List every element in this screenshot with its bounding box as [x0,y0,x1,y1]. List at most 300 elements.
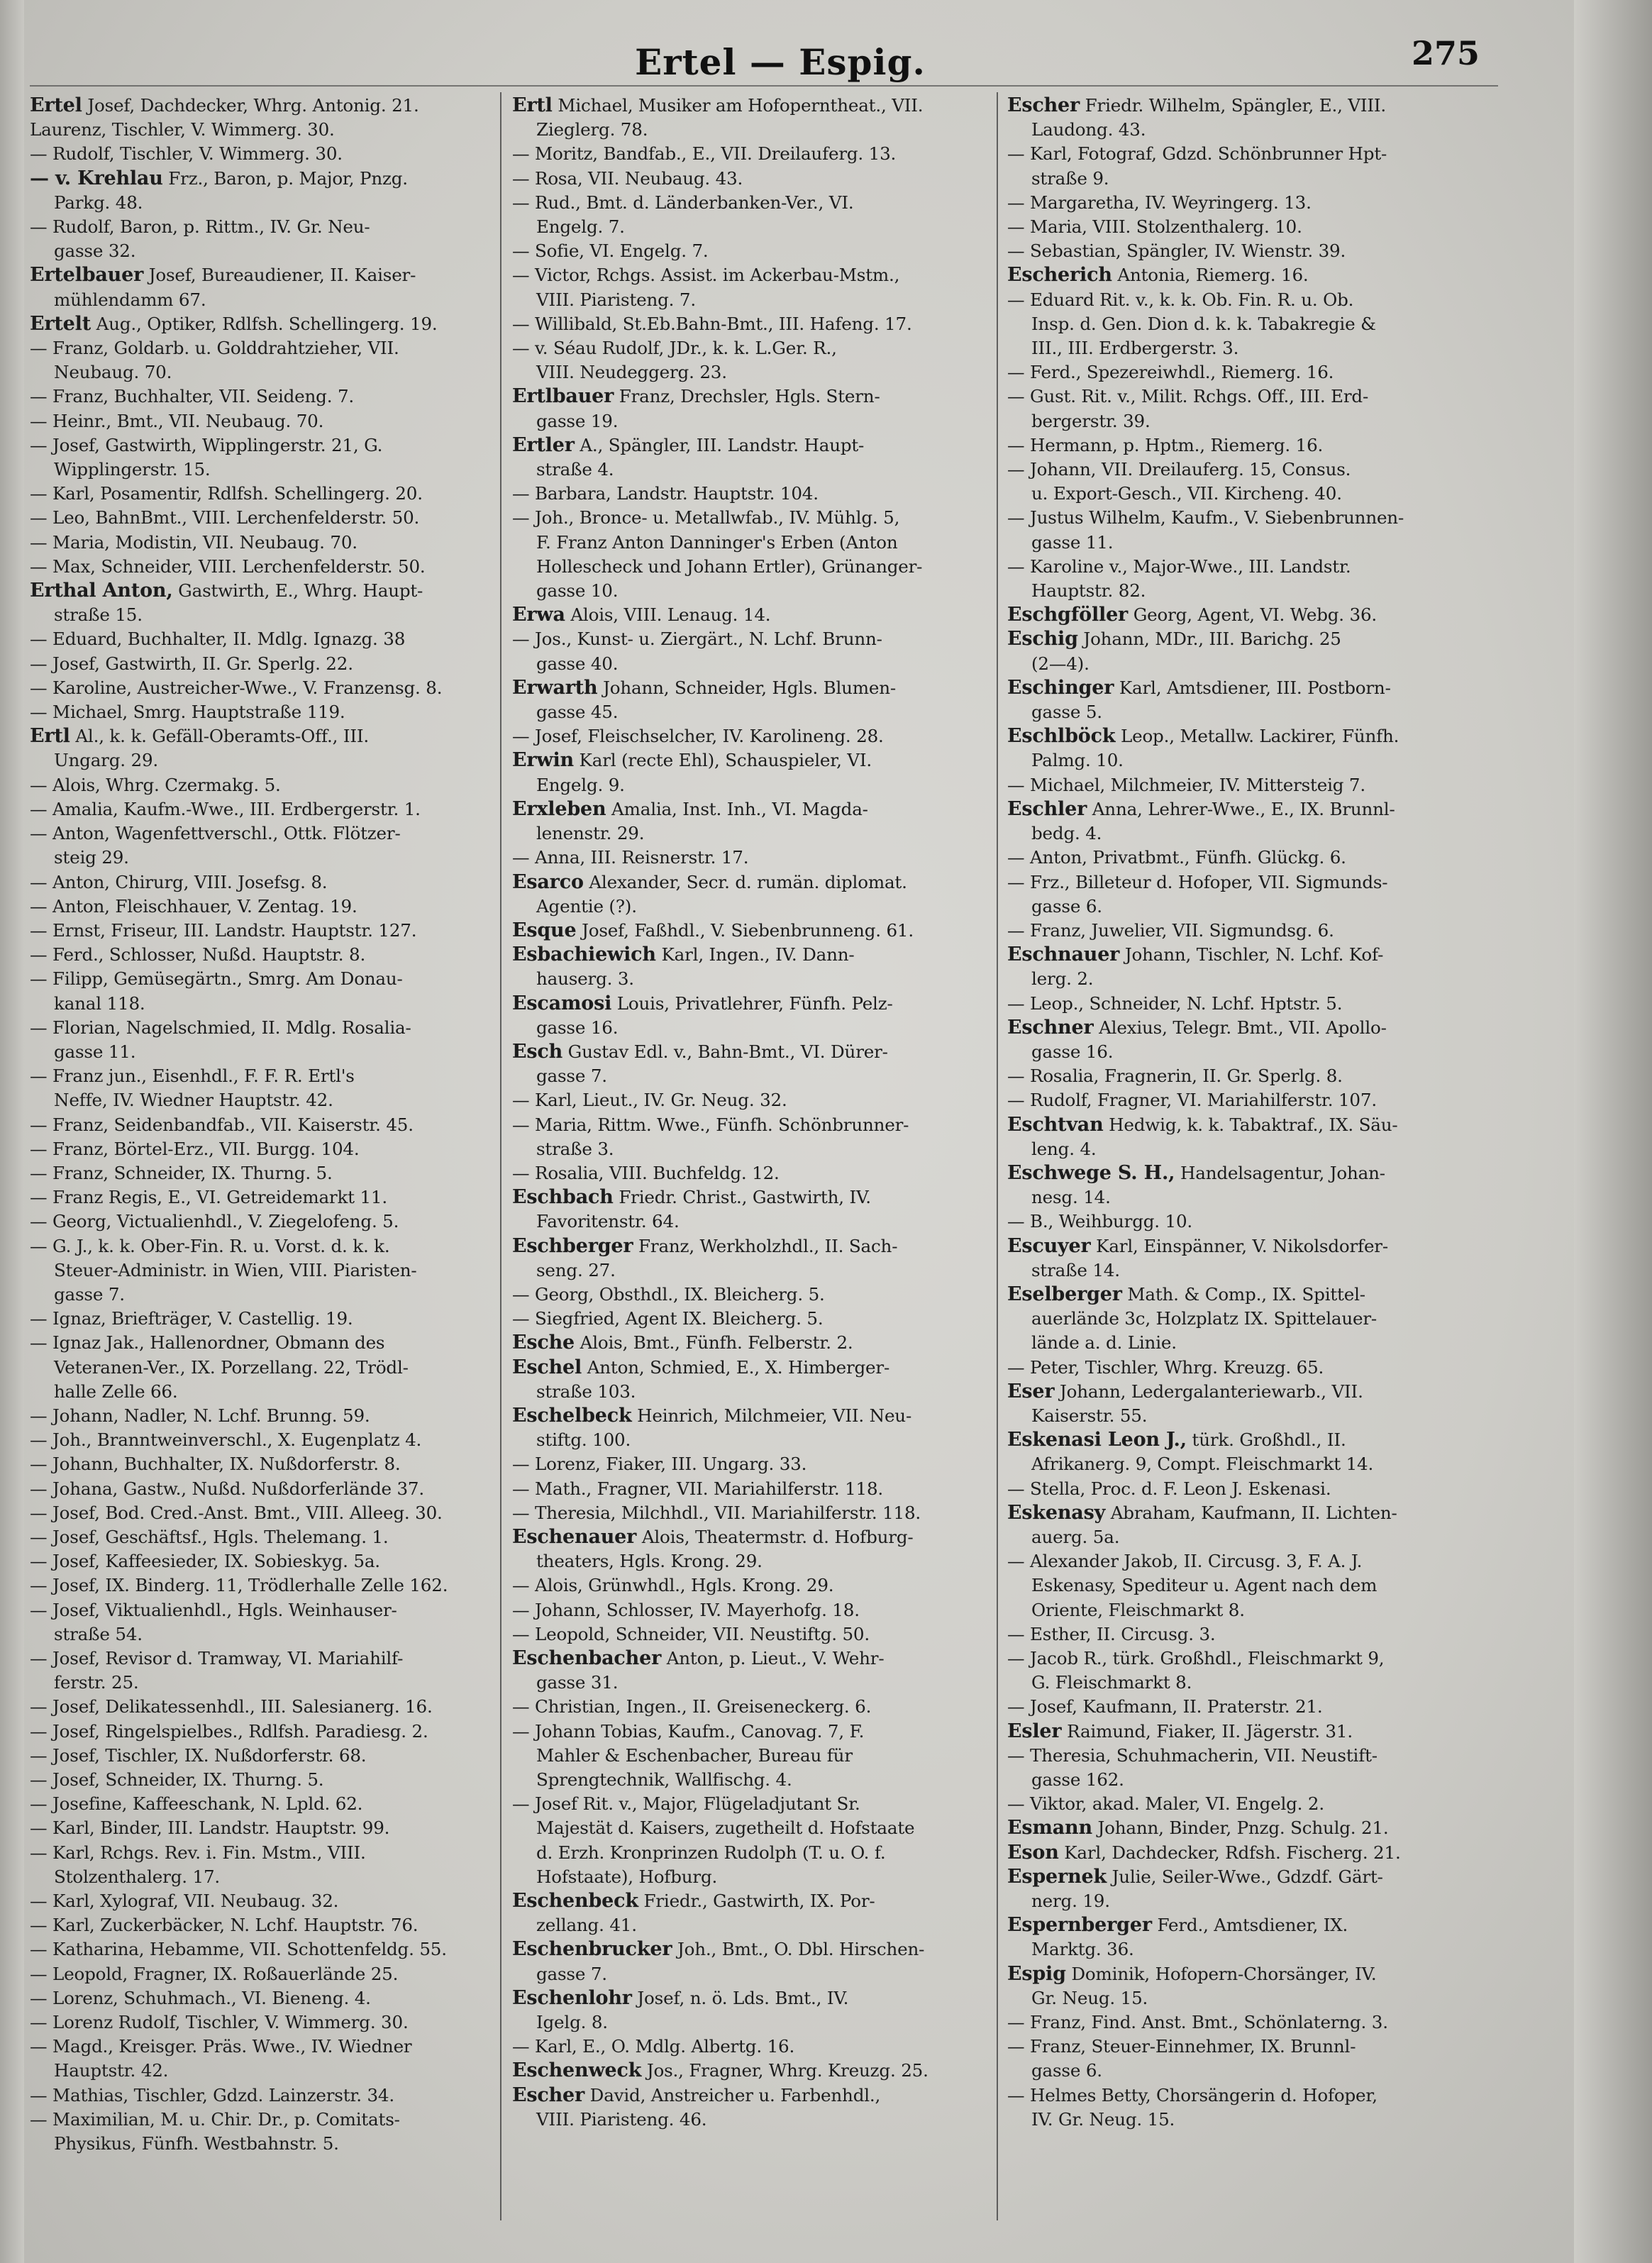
directory-entry-continuation: Neffe, IV. Wiedner Hauptstr. 42. [54,1090,333,1111]
entry-surname: Eschtvan [1007,1113,1104,1136]
entry-text: Anna, Lehrer-Wwe., E., IX. Brunnl- [1087,798,1395,819]
directory-entry: — Josef, Ringelspielbes., Rdlfsh. Paradiesg. 2. [30,1720,428,1742]
directory-entry-heading [512,870,1002,895]
directory-entry-heading [30,167,519,191]
directory-entry-heading [1007,943,1497,967]
entry-text: Handelsagentur, Johan- [1175,1162,1385,1183]
entry-text: Anton, p. Lieut., V. Wehr- [661,1648,885,1669]
directory-entry-continuation: Engelg. 7. [536,216,625,238]
directory-entry: — Willibald, St.Eb.Bahn-Bmt., III. Hafeng. 17. [512,313,912,334]
directory-entry: — Josef, Kaffeesieder, IX. Sobieskyg. 5a. [30,1551,380,1572]
entry-surname: Espernek [1007,1865,1107,1888]
entry-text: Friedr. Christ., Gastwirth, IV. [613,1187,871,1208]
directory-entry: — Karl, Xylograf, VII. Neubaug. 32. [30,1891,339,1912]
directory-entry: — Johana, Gastw., Nußd. Nußdorferlände 37. [30,1478,424,1499]
directory-entry: — Leop., Schneider, N. Lchf. Hptstr. 5. [1007,992,1343,1014]
entry-text: Math. & Comp., IX. Spittel- [1121,1283,1365,1305]
directory-entry-continuation: Veteranen-Ver., IX. Porzellang. 22, Trödl- [54,1356,409,1378]
directory-entry-continuation: nesg. 14. [1031,1187,1111,1208]
entry-text: Dominik, Hofopern-Chorsänger, IV. [1065,1963,1377,1984]
entry-surname: Esch [512,1040,563,1063]
directory-entry-heading [1007,94,1497,118]
directory-entry: — Margaretha, IV. Weyringerg. 13. [1007,192,1312,213]
directory-entry: — Joh., Bronce- u. Metallwfab., IV. Mühlg. 5, [512,507,900,529]
directory-entry-continuation: auerlände 3c, Holzplatz IX. Spittelauer- [1031,1308,1377,1329]
directory-entry: — Sofie, VI. Engelg. 7. [512,240,709,262]
directory-entry: — Leopold, Schneider, VII. Neustiftg. 50. [512,1623,870,1644]
directory-entry-continuation: gasse 32. [54,240,136,262]
directory-entry-continuation: Agentie (?). [536,895,637,917]
entry-surname: Eschler [1007,797,1087,820]
directory-entry-continuation: leng. 4. [1031,1138,1097,1159]
entry-text: Aug., Optiker, Rdlfsh. Schellingerg. 19. [90,313,438,334]
directory-entry: — Anna, III. Reisnerstr. 17. [512,847,749,868]
entry-surname: Eschnauer [1007,944,1120,966]
directory-entry-heading [1007,1161,1497,1185]
directory-entry: — Eduard, Buchhalter, II. Mdlg. Ignazg. 38 [30,629,406,650]
directory-entry-heading [512,797,1002,821]
entry-text: A., Spängler, III. Landstr. Haupt- [574,434,865,455]
directory-entry-continuation: u. Export-Gesch., VII. Kircheng. 40. [1031,483,1342,504]
entry-text: Hedwig, k. k. Tabaktraf., IX. Säu- [1103,1114,1398,1135]
directory-entry: — Ernst, Friseur, III. Landstr. Hauptstr. 127. [30,919,417,941]
directory-entry-continuation: straße 15. [54,604,143,626]
entry-surname: Eschlböck [1007,725,1116,748]
entry-surname: Eselberger [1007,1283,1122,1305]
entry-surname: Escher [1007,94,1080,116]
directory-entry-continuation: G. Fleischmarkt 8. [1031,1672,1192,1693]
entry-text: Franz, Drechsler, Hgls. Stern- [614,386,880,407]
directory-entry: — Josef, Viktualienhdl., Hgls. Weinhauser- [30,1599,397,1620]
directory-entry: — Josef, Schneider, IX. Thurng. 5. [30,1769,324,1791]
directory-entry-continuation: Marktg. 36. [1031,1939,1134,1960]
entry-text: Karl, Amtsdiener, III. Postborn- [1114,677,1391,698]
directory-entry-continuation: III., III. Erdbergerstr. 3. [1031,338,1239,359]
directory-entry-continuation: Favoritenstr. 64. [536,1211,680,1232]
directory-entry-continuation: (2—4). [1031,653,1090,674]
directory-entry-heading [512,676,1002,700]
directory-entry: — Theresia, Milchhdl., VII. Mariahilferstr. 118. [512,1502,921,1523]
directory-entry-heading [30,94,519,118]
entry-text: Gastwirth, E., Whrg. Haupt- [172,580,423,602]
directory-entry-heading [1007,1962,1497,1986]
entry-text: Karl (recte Ehl), Schauspieler, VI. [573,750,872,771]
entry-text: Josef, n. ö. Lds. Bmt., IV. [631,1987,849,2008]
entry-text: Alois, Bmt., Fünfh. Felberstr. 2. [575,1332,853,1354]
directory-entry: — Lorenz, Schuhmach., VI. Bieneng. 4. [30,1987,371,2008]
directory-entry-continuation: straße 14. [1031,1259,1120,1280]
entry-text: Raimund, Fiaker, II. Jägerstr. 31. [1061,1720,1353,1742]
directory-entry-continuation: d. Erzh. Kronprinzen Rudolph (T. u. O. f. [536,1842,886,1863]
directory-entry: — Jos., Kunst- u. Ziergärt., N. Lchf. Brunn- [512,629,882,650]
directory-entry: — Heinr., Bmt., VII. Neubaug. 70. [30,410,324,431]
directory-entry-continuation: auerg. 5a. [1031,1526,1120,1547]
directory-entry: — Joh., Branntweinverschl., X. Eugenplatz 4. [30,1429,422,1451]
directory-entry-continuation: gasse 16. [1031,1041,1114,1062]
directory-entry: — Jacob R., türk. Großhdl., Fleischmarkt 9, [1007,1648,1385,1669]
directory-entry: — Rosalia, VIII. Buchfeldg. 12. [512,1162,780,1183]
entry-text: Friedr., Gastwirth, IX. Por- [638,1891,875,1912]
directory-entry-continuation: zellang. 41. [536,1915,637,1936]
directory-entry-continuation: Oriente, Fleischmarkt 8. [1031,1599,1245,1620]
entry-text: Georg, Agent, VI. Webg. 36. [1128,604,1377,626]
directory-entry-heading [1007,1913,1497,1937]
directory-entry-heading [1007,1016,1497,1040]
directory-entry-continuation: Majestät d. Kaisers, zugetheilt d. Hofstaate [536,1817,915,1839]
entry-surname: Escherich [1007,264,1112,287]
directory-entry: — Georg, Obsthdl., IX. Bleicherg. 5. [512,1283,825,1305]
directory-entry: — Karoline v., Major-Wwe., III. Landstr. [1007,555,1351,577]
directory-entry: — Alois, Grünwhdl., Hgls. Krong. 29. [512,1575,834,1596]
directory-entry-heading [512,943,1002,967]
directory-entry: — Maria, Modistin, VII. Neubaug. 70. [30,531,357,553]
entry-surname: Eschenbacher [512,1647,662,1669]
directory-entry: — Georg, Victualienhdl., V. Ziegelofeng. 5. [30,1211,399,1232]
directory-entry: — Franz, Seidenbandfab., VII. Kaiserstr. 45. [30,1114,414,1135]
directory-entry: — Hermann, p. Hptm., Riemerg. 16. [1007,434,1324,455]
directory-entry: — Josef, IX. Binderg. 11, Trödlerhalle Zelle 162. [30,1575,448,1596]
directory-entry-continuation: Igelg. 8. [536,2012,608,2033]
directory-entry: — Magd., Kreisger. Präs. Wwe., IV. Wiedner [30,2036,412,2057]
directory-entry-continuation: Kaiserstr. 55. [1031,1405,1148,1426]
directory-entry: — Florian, Nagelschmied, II. Mdlg. Rosalia- [30,1017,411,1038]
entry-surname: Eschner [1007,1016,1094,1039]
entry-text: Gustav Edl. v., Bahn-Bmt., VI. Dürer- [562,1041,888,1062]
directory-entry-continuation: Physikus, Fünfh. Westbahnstr. 5. [54,2133,339,2154]
directory-entry: — Anton, Fleischhauer, V. Zentag. 19. [30,895,357,917]
entry-text: Josef, Bureaudiener, II. Kaiser- [143,265,416,286]
page-right-edge [1574,0,1652,2263]
directory-entry-heading [512,1356,1002,1380]
directory-entry-heading [1007,1234,1497,1258]
entry-surname: Eser [1007,1380,1055,1402]
directory-entry-continuation: seng. 27. [536,1259,616,1280]
directory-entry: — Josef Rit. v., Major, Flügeladjutant Sr. [512,1793,860,1815]
directory-entry: — Maria, VIII. Stolzenthalerg. 10. [1007,216,1302,238]
directory-entry-continuation: theaters, Hgls. Krong. 29. [536,1551,763,1572]
entry-text: Alois, Theatermstr. d. Hofburg- [636,1526,914,1547]
directory-entry: — Victor, Rchgs. Assist. im Ackerbau-Mstm., [512,265,900,286]
directory-entry-heading [30,312,519,336]
entry-surname: Eschbach [512,1186,614,1209]
directory-entry: — Justus Wilhelm, Kaufm., V. Siebenbrunnen- [1007,507,1404,529]
directory-entry: — Ignaz, Briefträger, V. Castellig. 19. [30,1308,353,1329]
directory-entry-heading [512,384,1002,409]
directory-entry-heading [1007,1428,1497,1452]
directory-entry-continuation: gasse 40. [536,653,619,674]
directory-entry-continuation: gasse 6. [1031,2060,1102,2081]
directory-entry: — Ferd., Schlosser, Nußd. Hauptstr. 8. [30,944,366,965]
directory-entry: — Josef, Fleischselcher, IV. Karolineng. 28. [512,726,884,747]
directory-entry: — Anton, Privatbmt., Fünfh. Glückg. 6. [1007,847,1346,868]
directory-entry-heading [1007,1501,1497,1525]
directory-entry-heading [512,919,1002,943]
directory-entry: — Stella, Proc. d. F. Leon J. Eskenasi. [1007,1478,1331,1499]
directory-entry: — Johann Tobias, Kaufm., Canovag. 7, F. [512,1720,865,1742]
directory-entry: — Mathias, Tischler, Gdzd. Lainzerstr. 34. [30,2084,394,2106]
directory-entry: — Josef, Bod. Cred.-Anst. Bmt., VIII. Alleeg. 30. [30,1502,443,1523]
directory-entry-continuation: Eskenasy, Spediteur u. Agent nach dem [1031,1575,1377,1596]
entry-surname: Erwin [512,749,574,772]
entry-text: Friedr. Wilhelm, Spängler, E., VIII. [1080,95,1387,116]
directory-entry-heading [1007,1865,1497,1889]
directory-entry-continuation: Afrikanerg. 9, Compt. Fleischmarkt 14. [1031,1454,1374,1475]
directory-entry: — Peter, Tischler, Whrg. Kreuzg. 65. [1007,1356,1324,1378]
directory-entry-continuation: gasse 10. [536,580,619,602]
entry-text: Jos., Fragner, Whrg. Kreuzg. 25. [641,2060,928,2081]
directory-entry-continuation: straße 3. [536,1138,614,1159]
directory-entry-continuation: VIII. Neudeggerg. 23. [536,362,727,383]
directory-entry: — Josef, Gastwirth, Wipplingerstr. 21, G. [30,434,383,455]
directory-entry-continuation: ferstr. 25. [54,1672,139,1693]
directory-entry-continuation: gasse 11. [1031,531,1114,553]
directory-entry: — Sebastian, Spängler, IV. Wienstr. 39. [1007,240,1346,262]
directory-entry: — Siegfried, Agent IX. Bleicherg. 5. [512,1308,824,1329]
directory-entry-continuation: Steuer-Administr. in Wien, VIII. Piaristen- [54,1259,417,1280]
directory-entry-continuation: kanal 118. [54,992,145,1014]
directory-entry: — Rudolf, Tischler, V. Wimmerg. 30. [30,143,343,165]
directory-entry: — Josef, Geschäftsf., Hgls. Thelemang. 1. [30,1526,389,1547]
entry-surname: Eschenauer [512,1525,637,1548]
directory-entry: — Michael, Milchmeier, IV. Mittersteig 7. [1007,774,1365,795]
directory-entry-continuation: gasse 5. [1031,702,1102,723]
entry-surname: — v. Krehlau [30,167,163,189]
directory-entry-heading [1007,676,1497,700]
directory-entry: — Max, Schneider, VIII. Lerchenfelderstr. 50. [30,555,426,577]
entry-text: Karl, Ingen., IV. Dann- [655,944,855,965]
directory-entry-heading [1007,1816,1497,1840]
directory-entry-continuation: hauserg. 3. [536,968,634,990]
directory-column-2 [512,94,1002,2229]
directory-entry-continuation: Wipplingerstr. 15. [54,459,211,480]
page-number: 275 [1412,34,1480,72]
directory-entry: — Johann, Schlosser, IV. Mayerhofg. 18. [512,1599,860,1620]
directory-entry-heading [512,1404,1002,1428]
directory-entry-heading [1007,1841,1497,1865]
entry-text: Johann, Tischler, N. Lchf. Kof- [1119,944,1384,965]
entry-surname: Ertl [30,725,70,748]
entry-surname: Eschenbeck [512,1890,638,1913]
directory-entry: — Rosalia, Fragnerin, II. Gr. Sperlg. 8. [1007,1066,1343,1087]
directory-entry-heading [512,2084,1002,2108]
entry-text: Abraham, Kaufmann, II. Lichten- [1105,1502,1397,1523]
directory-entry: — Alois, Whrg. Czermakg. 5. [30,774,281,795]
directory-entry-continuation: stiftg. 100. [536,1429,631,1451]
entry-surname: Ertelt [30,312,91,335]
directory-entry: — Math., Fragner, VII. Mariahilferstr. 118. [512,1478,884,1499]
directory-entry-continuation: Mahler & Eschenbacher, Bureau für [536,1744,853,1766]
directory-entry-continuation: gasse 7. [536,1066,607,1087]
directory-entry: — Karl, Fotograf, Gdzd. Schönbrunner Hpt- [1007,143,1387,165]
entry-surname: Eschelbeck [512,1404,632,1427]
directory-entry: — Viktor, akad. Maler, VI. Engelg. 2. [1007,1793,1324,1815]
directory-entry-heading [1007,797,1497,821]
directory-entry-heading [512,603,1002,627]
directory-entry-continuation: lenenstr. 29. [536,823,645,844]
directory-entry: — Rudolf, Fragner, VI. Mariahilferstr. 107. [1007,1090,1377,1111]
directory-entry: — Karl, Lieut., IV. Gr. Neug. 32. [512,1090,787,1111]
directory-entry-continuation: Hollescheck und Johann Ertler), Grünanger- [536,555,923,577]
entry-text: Anton, Schmied, E., X. Himberger- [582,1356,890,1378]
entry-surname: Erwa [512,604,565,626]
directory-entry-continuation: gasse 7. [536,1963,607,1984]
directory-entry-continuation: gasse 6. [1031,895,1102,917]
entry-text: Leop., Metallw. Lackirer, Fünfh. [1115,726,1399,747]
entry-surname: Esque [512,919,577,941]
directory-entry-continuation: straße 9. [1031,167,1109,189]
entry-text: David, Anstreicher u. Farbenhdl., [584,2084,881,2106]
directory-entry: Laurenz, Tischler, V. Wimmerg. 30. [30,119,335,140]
directory-entry: — G. J., k. k. Ober-Fin. R. u. Vorst. d. k. k. [30,1235,390,1256]
entry-surname: Espig [1007,1962,1066,1985]
directory-entry: — v. Séau Rudolf, JDr., k. k. L.Ger. R., [512,338,837,359]
directory-entry-continuation: Gr. Neug. 15. [1031,1987,1148,2008]
entry-text: Joh., Bmt., O. Dbl. Hirschen- [672,1939,925,1960]
directory-entry-heading [512,1889,1002,1913]
directory-entry-continuation: bergerstr. 39. [1031,410,1151,431]
directory-entry-continuation: halle Zelle 66. [54,1381,178,1402]
directory-entry: — Alexander Jakob, II. Circusg. 3, F. A. J. [1007,1551,1363,1572]
directory-entry: — Karl, Rchgs. Rev. i. Fin. Mstm., VIII. [30,1842,366,1863]
directory-entry: — Franz jun., Eisenhdl., F. F. R. Ertl's [30,1066,355,1087]
directory-column-3 [1007,94,1497,2229]
entry-surname: Erwarth [512,676,598,699]
directory-entry: — B., Weihburgg. 10. [1007,1211,1193,1232]
entry-surname: Eskenasi Leon J., [1007,1429,1187,1451]
directory-entry: — Filipp, Gemüsegärtn., Smrg. Am Donau- [30,968,403,990]
directory-entry: — Lorenz, Fiaker, III. Ungarg. 33. [512,1454,807,1475]
entry-surname: Eschwege S. H., [1007,1161,1175,1184]
entry-surname: Esmann [1007,1817,1092,1839]
entry-text: Alois, VIII. Lenaug. 14. [565,604,771,626]
directory-entry-heading [1007,1380,1497,1404]
entry-surname: Ertler [512,433,575,456]
directory-entry: — Franz Regis, E., VI. Getreidemarkt 11. [30,1187,387,1208]
directory-entry-heading [512,1234,1002,1258]
entry-surname: Ertel [30,94,82,116]
directory-entry-continuation: gasse 31. [536,1672,619,1693]
entry-surname: Eschenweck [512,2059,642,2082]
directory-entry: — Franz, Goldarb. u. Golddrahtzieher, VII. [30,338,399,359]
page-left-edge [0,0,24,2263]
directory-entry: — Rud., Bmt. d. Länderbanken-Ver., VI. [512,192,854,213]
directory-entry: — Johann, Nadler, N. Lchf. Brunng. 59. [30,1405,370,1426]
directory-entry-continuation: Ungarg. 29. [54,750,159,771]
entry-surname: Esche [512,1332,575,1354]
directory-entry-continuation: Sprengtechnik, Wallfischg. 4. [536,1769,792,1791]
directory-entry: — Rudolf, Baron, p. Rittm., IV. Gr. Neu- [30,216,370,238]
directory-entry: — Helmes Betty, Chorsängerin d. Hofoper, [1007,2084,1377,2106]
directory-entry-heading [1007,724,1497,748]
entry-surname: Eschinger [1007,676,1114,699]
directory-entry-heading [1007,1720,1497,1744]
entry-surname: Eschberger [512,1234,633,1257]
entry-text: Ferd., Amtsdiener, IX. [1151,1915,1348,1936]
directory-entry-heading [512,1331,1002,1355]
directory-entry-heading [512,433,1002,458]
directory-entry: — Franz, Juwelier, VII. Sigmundsg. 6. [1007,919,1334,941]
directory-entry: — Katharina, Hebamme, VII. Schottenfeldg. 55. [30,1939,447,1960]
directory-entry-continuation: Insp. d. Gen. Dion d. k. k. Tabakregie & [1031,313,1376,334]
directory-entry: — Maria, Rittm. Wwe., Fünfh. Schönbrunner- [512,1114,909,1135]
directory-entry-heading [1007,1283,1497,1307]
directory-entry-continuation: bedg. 4. [1031,823,1102,844]
directory-entry: — Rosa, VII. Neubaug. 43. [512,167,743,189]
entry-surname: Ertl [512,94,553,116]
directory-entry: — Josef, Revisor d. Tramway, VI. Mariahilf- [30,1648,404,1669]
directory-entry-continuation: Parkg. 48. [54,192,143,213]
entry-surname: Esler [1007,1720,1062,1742]
entry-surname: Escher [512,2084,585,2106]
directory-entry-continuation: VIII. Piaristeng. 7. [536,289,696,310]
directory-column-1 [30,94,519,2229]
entry-surname: Escuyer [1007,1234,1091,1257]
directory-entry: — Amalia, Kaufm.-Wwe., III. Erdbergerstr. 1. [30,798,421,819]
directory-entry-heading [30,579,519,603]
directory-entry-continuation: VIII. Piaristeng. 46. [536,2108,707,2130]
entry-text: Louis, Privatlehrer, Fünfh. Pelz- [611,992,893,1014]
directory-entry-heading [1007,263,1497,287]
directory-entry-heading [512,1986,1002,2010]
directory-entry: — Eduard Rit. v., k. k. Ob. Fin. R. u. Ob. [1007,289,1354,310]
directory-entry-continuation: straße 4. [536,459,614,480]
entry-text: türk. Großhdl., II. [1186,1429,1346,1451]
directory-entry-heading [512,2059,1002,2083]
directory-entry-heading [512,1937,1002,1962]
directory-entry-heading [512,1647,1002,1671]
directory-entry: — Barbara, Landstr. Hauptstr. 104. [512,483,819,504]
directory-entry: — Leo, BahnBmt., VIII. Lerchenfelderstr. 50. [30,507,420,529]
entry-surname: Escamosi [512,992,612,1014]
entry-text: Al., k. k. Gefäll-Oberamts-Off., III. [70,726,370,747]
directory-entry: — Karl, Zuckerbäcker, N. Lchf. Hauptstr. 76. [30,1915,418,1936]
directory-entry-continuation: gasse 16. [536,1017,619,1038]
directory-entry-continuation: steig 29. [54,847,129,868]
directory-entry: — Franz, Find. Anst. Bmt., Schönlaterng. 3. [1007,2012,1388,2033]
directory-entry-continuation: Zieglerg. 78. [536,119,648,140]
entry-text: Michael, Musiker am Hofoperntheat., VII. [552,95,924,116]
entry-text: Julie, Seiler-Wwe., Gdzdf. Gärt- [1106,1866,1383,1887]
directory-entry-heading [512,1040,1002,1064]
entry-surname: Eschenlohr [512,1986,632,2009]
directory-entry: — Maximilian, M. u. Chir. Dr., p. Comitats- [30,2108,400,2130]
directory-entry-continuation: IV. Gr. Neug. 15. [1031,2108,1175,2130]
directory-entry-heading [1007,627,1497,651]
entry-text: Johann, Ledergalanteriewarb., VII. [1054,1381,1363,1402]
entry-surname: Ertelbauer [30,264,144,287]
directory-entry: — Karoline, Austreicher-Wwe., V. Franzensg. 8. [30,677,443,698]
entry-text: Frz., Baron, p. Major, Pnzg. [162,167,408,189]
directory-entry-continuation: Engelg. 9. [536,774,625,795]
directory-entry-continuation: Hauptstr. 42. [54,2060,169,2081]
directory-entry-continuation: Neubaug. 70. [54,362,172,383]
running-head: Ertel — Espig. [635,41,926,83]
entry-surname: Eschig [1007,628,1078,651]
entry-surname: Eson [1007,1841,1059,1864]
entry-surname: Esbachiewich [512,944,656,966]
entry-text: Antonia, Riemerg. 16. [1112,265,1309,286]
directory-entry-heading [512,992,1002,1016]
directory-entry: — Gust. Rit. v., Milit. Rchgs. Off., III. Erd- [1007,386,1369,407]
directory-entry: — Josef, Delikatessenhdl., III. Salesianerg. 16. [30,1696,433,1717]
directory-entry: — Christian, Ingen., II. Greiseneckerg. 6. [512,1696,872,1717]
directory-entry-continuation: gasse 7. [54,1283,125,1305]
directory-entry: — Josef, Kaufmann, II. Praterstr. 21. [1007,1696,1323,1717]
entry-text: Heinrich, Milchmeier, VII. Neu- [631,1405,912,1426]
directory-entry: — Anton, Chirurg, VIII. Josefsg. 8. [30,871,328,892]
directory-entry: — Josef, Tischler, IX. Nußdorferstr. 68. [30,1744,367,1766]
directory-entry-heading [30,263,519,287]
